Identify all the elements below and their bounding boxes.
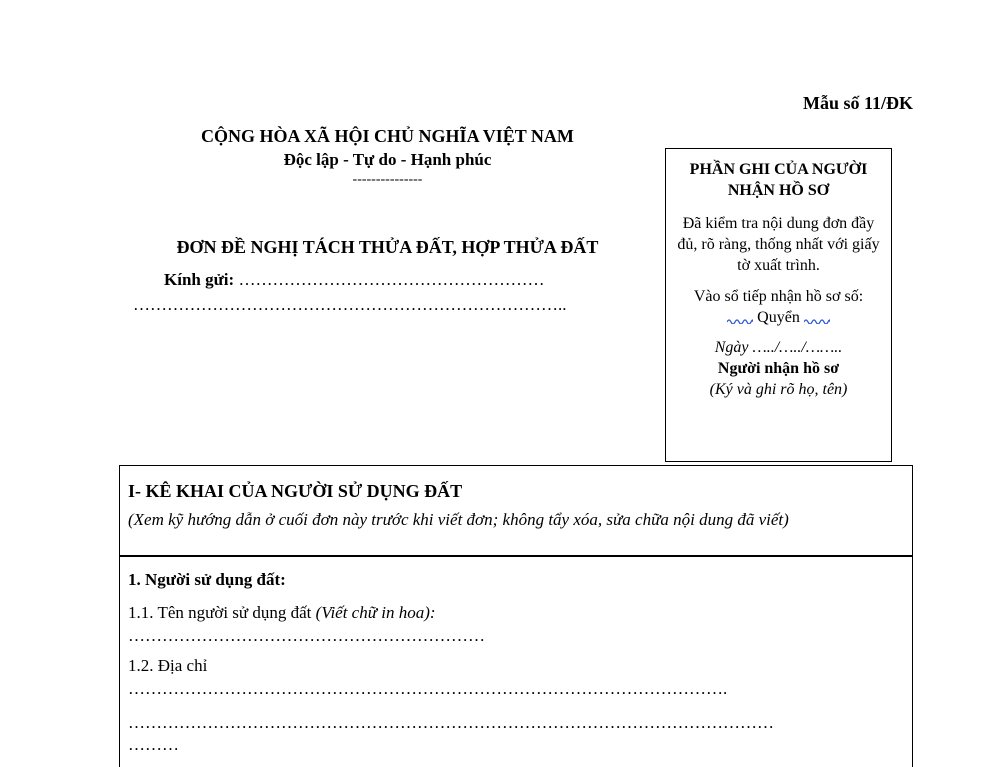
user-name-hint: (Viết chữ in hoa): [315,603,436,622]
recipient-dots: ……………………………………………… [238,270,545,289]
spellcheck-underline-icon [727,316,753,324]
address-field-line-1: ……………………………………………………………………………………………. [128,679,728,698]
section-title: I- KÊ KHAI CỦA NGƯỜI SỬ DỤNG ĐẤT [128,481,463,501]
form-title: ĐƠN ĐỀ NGHỊ TÁCH THỬA ĐẤT, HỢP THỬA ĐẤT [176,237,599,257]
nation-title: CỘNG HÒA XÃ HỘI CHỦ NGHĨA VIỆT NAM [201,126,574,146]
land-user-heading: 1. Người sử dụng đất: [128,570,286,589]
user-name-label-line [128,601,904,625]
address-field-line-2: …………………………………………………………………………………………………… [128,713,774,732]
receiver-box-title: PHẦN GHI CỦA NGƯỜI NHẬN HỒ SƠ [689,161,868,199]
receiver-sign-note: (Ký và ghi rõ họ, tên) [709,381,848,398]
address-field-line-3: ……… [128,735,179,754]
declaration-section-header [119,465,913,557]
user-name-field: ……………………………………………………… [128,626,485,645]
receiver-person: Người nhận hồ sơ [717,360,840,377]
section-note: (Xem kỹ hướng dẫn ở cuối đơn này trước khi viết đơn; không tẩy xóa, sửa chữa nội dung đã viết) [128,510,789,529]
receiver-check-text: Đã kiểm tra nội dung đơn đầy đủ, rõ ràng, thống nhất với giấy tờ xuất trình. [677,215,880,274]
header-rule: --------------- [352,172,423,187]
national-header [120,125,655,187]
receiver-box [665,148,892,462]
receiver-register-label: Vào sổ tiếp nhận hồ sơ số: [693,288,864,305]
recipient-line [164,270,544,290]
nation-motto: Độc lập - Tự do - Hạnh phúc [283,150,492,169]
land-user-section [119,557,913,767]
user-name-label: 1.1. Tên người sử dụng đất [128,603,312,622]
recipient-label: Kính gửi: [164,270,235,289]
recipient-dots-continued: ………………………………………………………………….. [133,295,567,314]
address-label: 1.2. Địa chỉ [128,656,208,675]
receiver-book-label: Quyển [757,309,800,326]
receiver-date-line: Ngày …../…../…….. [714,339,843,356]
spellcheck-underline-icon [804,316,830,324]
form-code: Mẫu số 11/ĐK [802,93,913,113]
receiver-book-line [672,307,885,328]
